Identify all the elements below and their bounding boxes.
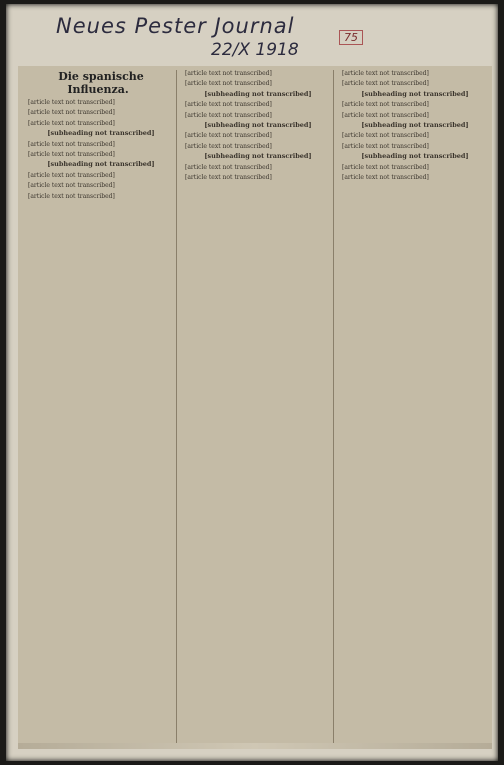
article-column-3 [336,70,488,745]
paragraph: [article text not transcribed] [28,151,115,159]
paragraph: [article text not transcribed] [185,142,272,150]
paragraph: [article text not transcribed] [342,132,429,140]
paragraph: [article text not transcribed] [28,182,115,190]
section-subheading: [subheading not transcribed] [47,129,155,138]
section-subheading: [subheading not transcribed] [204,152,312,161]
paragraph: [article text not transcribed] [185,101,272,109]
section-subheading: [subheading not transcribed] [361,89,469,98]
paragraph: [article text not transcribed] [342,174,429,182]
section-subheading: [subheading not transcribed] [361,121,469,130]
paragraph: [article text not transcribed] [185,70,272,77]
paragraph: [article text not transcribed] [342,111,429,119]
section-subheading: [subheading not transcribed] [361,152,469,161]
paragraph: [article text not transcribed] [185,111,272,119]
paragraph: [article text not transcribed] [28,99,115,106]
paragraph: [article text not transcribed] [28,109,115,117]
paragraph: [article text not transcribed] [185,132,272,140]
paragraph: [article text not transcribed] [342,70,429,77]
article-column-2 [179,70,331,745]
paragraph: [article text not transcribed] [185,80,272,88]
paragraph: [article text not transcribed] [28,171,115,179]
article-headline: Die spanische Influenza. [58,70,144,96]
paragraph: [article text not transcribed] [342,142,429,150]
paragraph: [article text not transcribed] [28,192,115,200]
section-subheading: [subheading not transcribed] [204,89,312,98]
section-subheading: [subheading not transcribed] [204,121,312,130]
paragraph: [article text not transcribed] [342,101,429,109]
newspaper-clipping [18,66,492,749]
section-subheading: [subheading not transcribed] [47,160,155,169]
article-column-1 [22,70,174,745]
column-rule [176,70,177,745]
paragraph: [article text not transcribed] [28,140,115,148]
handwritten-date: 22/X 1918 [211,40,299,60]
archive-mark: 75 [339,30,363,45]
paragraph: [article text not transcribed] [342,163,429,171]
archive-sheet [6,4,498,761]
paragraph: [article text not transcribed] [185,174,272,182]
torn-edge [18,743,492,749]
paragraph: [article text not transcribed] [28,119,115,127]
paragraph: [article text not transcribed] [185,163,272,171]
handwritten-newspaper-title: Neues Pester Journal [56,14,295,38]
paragraph: [article text not transcribed] [342,80,429,88]
column-rule [333,70,334,745]
